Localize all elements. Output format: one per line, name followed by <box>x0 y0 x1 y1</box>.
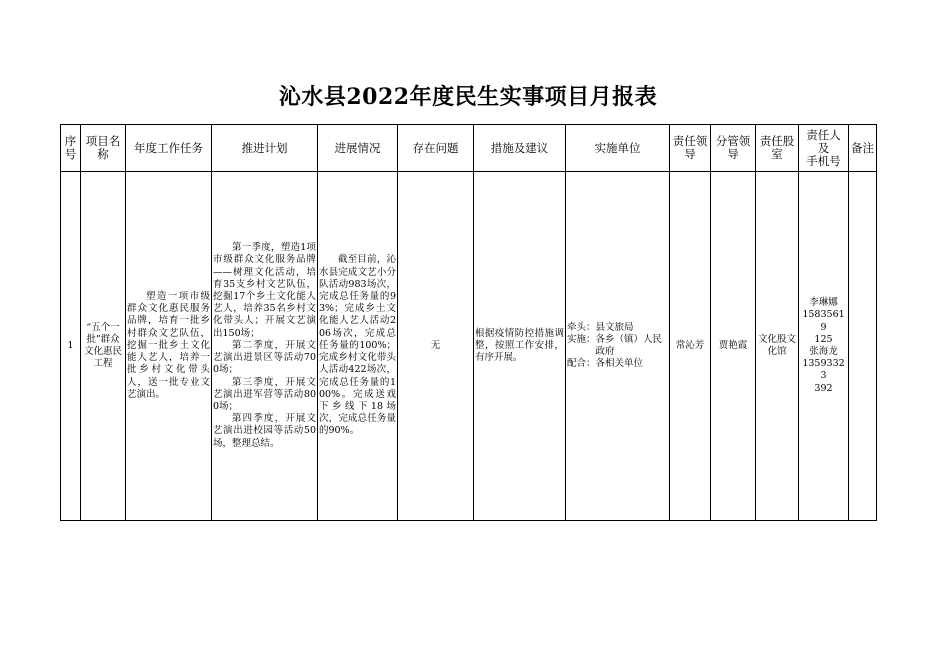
cell-seq: 1 <box>61 172 81 521</box>
unit-lead: 牵头： 县文旅局 <box>567 321 634 333</box>
cell-annual-task <box>126 172 212 521</box>
contact-name-1: 李琳娜 <box>809 297 838 309</box>
unit-cooperate: 配合： 各相关单位 <box>567 358 644 370</box>
contact-phone-1a: 15835619 <box>802 309 845 333</box>
header-issues: 存在问题 <box>398 125 474 172</box>
cell-progress <box>318 172 398 521</box>
header-department: 责任股 室 <box>756 125 799 172</box>
header-remarks: 备注 <box>849 125 877 172</box>
header-unit: 实施单位 <box>566 125 670 172</box>
contact-phone-2a: 13593323 <box>802 358 845 382</box>
table-body <box>61 172 877 521</box>
cell-remarks <box>849 172 877 521</box>
table-row <box>61 172 877 521</box>
header-annual-task: 年度工作任务 <box>126 125 212 172</box>
cell-project-name: “五个一批”群众文化惠民工程 <box>81 172 126 521</box>
plan-q2: 第二季度，开展文艺演出进景区等活动700场； <box>213 339 316 376</box>
cell-issues: 无 <box>398 172 474 521</box>
header-seq: 序 号 <box>61 125 81 172</box>
cell-leader: 常沁芳 <box>670 172 711 521</box>
table-header <box>61 125 877 172</box>
header-contact: 责任人 及 手机号 <box>799 125 849 172</box>
header-leader: 责任领 导 <box>670 125 711 172</box>
cell-department: 文化股文化馆 <box>756 172 799 521</box>
contact-name-2: 张海龙 <box>809 346 838 357</box>
header-project-name: 项目名 称 <box>81 125 126 172</box>
contact-phone-1b: 125 <box>814 333 833 345</box>
progress-text: 截至目前，沁水县完成文艺小分队活动983场次，完成总任务量的93%；完成乡土文化能人艺人活动206场次，完成总任务量的100%；完成乡村文化带头人活动422场次，完成总任务量的100%。完成送戏下乡线下18场次，完成总任务量的90%。 <box>319 254 396 437</box>
header-measures: 措施及建议 <box>474 125 566 172</box>
report-title: 沁水县2022年度民生实事项目月报表 <box>278 84 658 110</box>
plan-q4: 第四季度，开展文艺演出进校园等活动50场，整理总结。 <box>213 413 316 449</box>
cell-measures: 根据疫情防控措施调整，按照工作安排，有序开展。 <box>474 172 566 521</box>
header-supervisor: 分管领 导 <box>711 125 756 172</box>
plan-q3: 第三季度，开展文艺演出进军营等活动800场； <box>213 376 316 412</box>
cell-supervisor: 贾艳霞 <box>711 172 756 521</box>
cell-plan <box>212 172 318 521</box>
annual-task-text: 塑造一项市级群众文化惠民服务品牌，培育一批乡村群众文艺队伍，挖掘一批乡土文化能人艺人，培养一批乡村文化带头人，送一批专业文艺演出。 <box>127 291 210 400</box>
header-row <box>61 125 877 172</box>
header-progress: 进展情况 <box>318 125 398 172</box>
contact-phone-2b: 392 <box>814 382 833 394</box>
cell-unit <box>566 172 670 521</box>
plan-q1: 第一季度，塑造1项市级群众文化服务品牌——树理文化活动，培育35支乡村文艺队伍，挖掘17个乡土文化能人艺人，培养35名乡村文化带头人；开展文艺演出150场； <box>213 242 316 339</box>
cell-contact <box>799 172 849 521</box>
report-table <box>60 124 877 521</box>
header-plan: 推进计划 <box>212 125 318 172</box>
unit-implement: 实施： 各乡（镇）人民政府 <box>567 333 663 357</box>
